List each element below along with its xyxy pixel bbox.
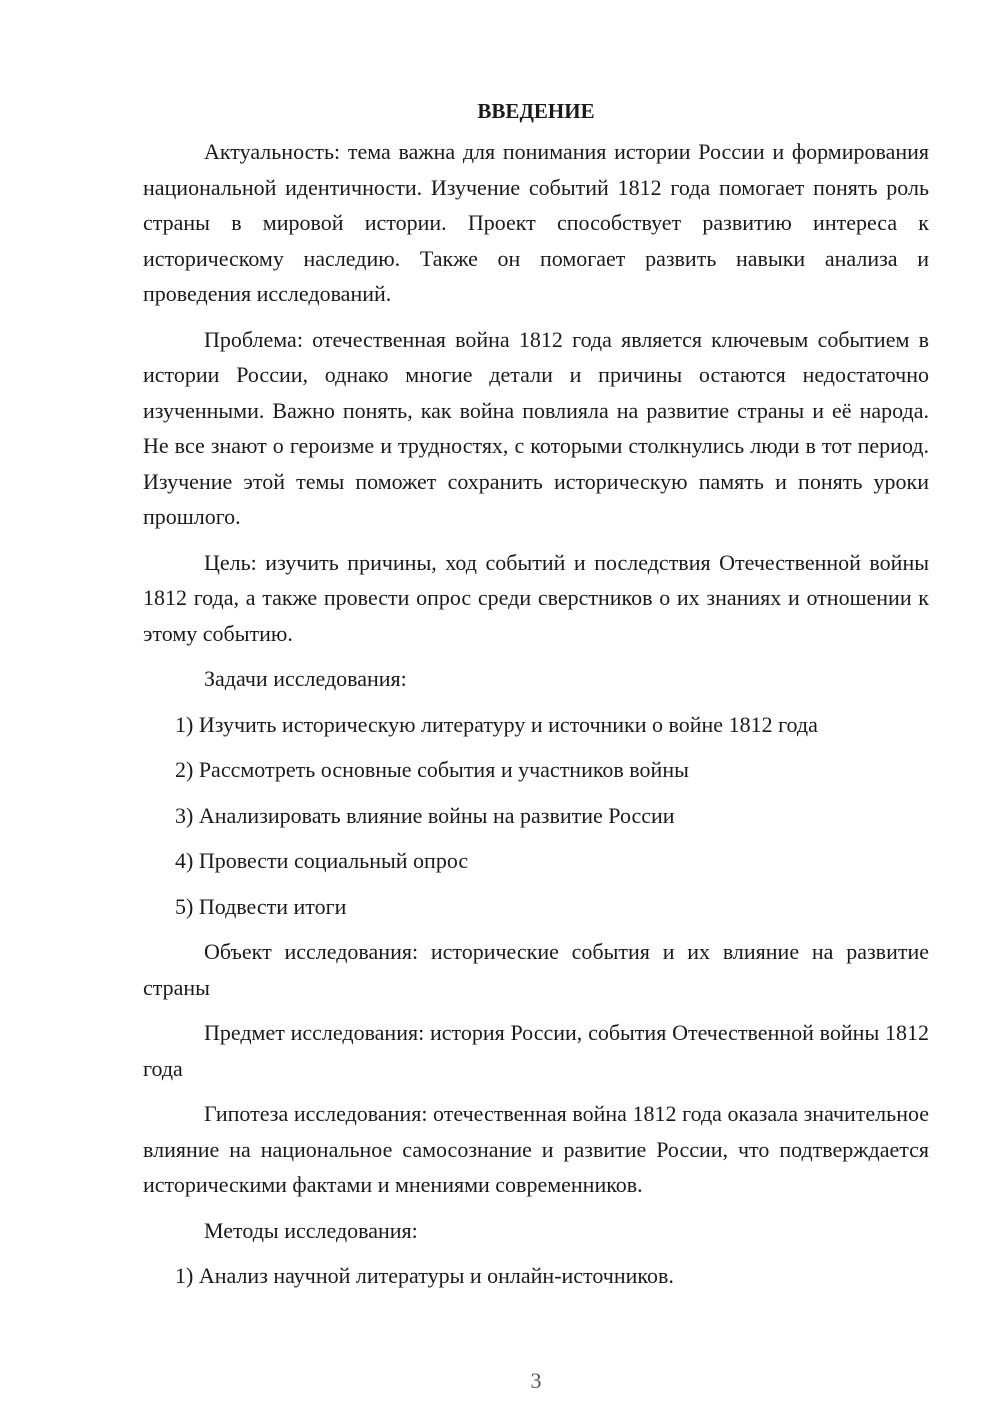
goal-paragraph: Цель: изучить причины, ход событий и последствия Отечественной войны 1812 года, а также провести опрос среди сверстников о их знаниях и отношении к этому событию.: [143, 549, 929, 646]
relevance-paragraph: Актуальность: тема важна для понимания истории России и формирования национальной идентичности. Изучение событий 1812 года помогает понять роль страны в мировой истории. Проект способствует развитию интереса к историческому наследию. Также он помогает развить навыки анализа и проведения исследований.: [143, 139, 929, 306]
document-page: [143, 96, 929, 1304]
object-paragraph: Объект исследования: исторические события и их влияние на развитие страны: [143, 939, 929, 1000]
methods-heading: Методы исследования:: [204, 1217, 418, 1243]
tasks-heading: Задачи исследования:: [204, 666, 407, 691]
list-item: 4) Провести социальный опрос: [175, 848, 469, 873]
page-number: 3: [530, 1368, 542, 1393]
subject-paragraph: Предмет исследования: история России, события Отечественной войны 1812 года: [143, 1020, 929, 1081]
problem-paragraph: Проблема: отечественная война 1812 года является ключевым событием в истории России, однако многие детали и причины остаются недостаточно изученными. Важно понять, как война повлияла на развитие страны и её народа. Не все знают о героизме и трудностях, с которыми столкнулись люди в тот период. Изучение этой темы поможет сохранить историческую память и понять уроки прошлого.: [143, 326, 929, 529]
methods-list: [143, 1258, 929, 1294]
list-item: 1) Анализ научной литературы и онлайн-источников.: [175, 1263, 674, 1288]
tasks-list: [143, 707, 929, 925]
list-item: 5) Подвести итоги: [175, 893, 347, 919]
section-title: ВВЕДЕНИЕ: [477, 99, 595, 123]
list-item: 3) Анализировать влияние войны на развитие России: [175, 802, 675, 828]
list-item: 1) Изучить историческую литературу и источники о войне 1812 года: [175, 711, 818, 737]
list-item: 2) Рассмотреть основные события и участников войны: [175, 757, 689, 782]
hypothesis-paragraph: Гипотеза исследования: отечественная война 1812 года оказала значительное влияние на национальное самосознание и развитие России, что подтверждается историческими фактами и мнениями современников.: [143, 1101, 929, 1197]
